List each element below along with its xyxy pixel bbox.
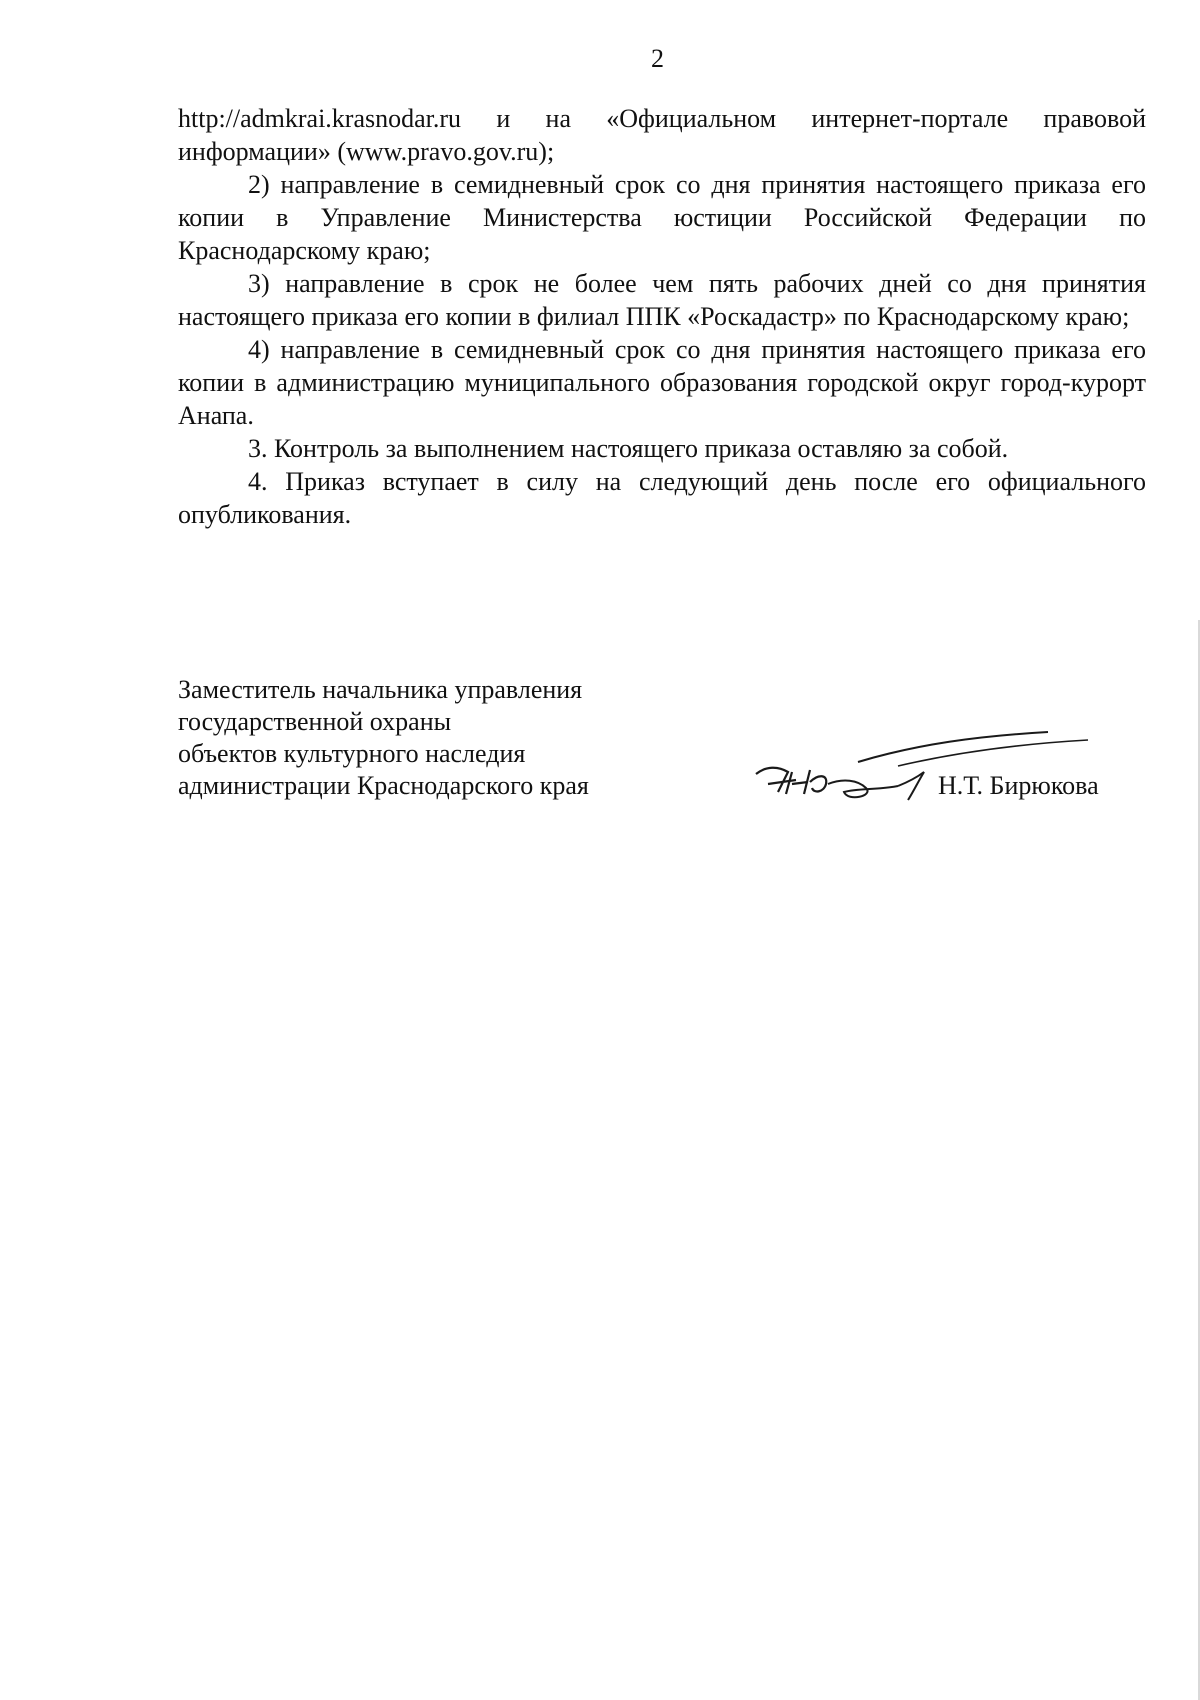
paragraph-continuation: http://admkrai.krasnodar.ru и на «Официальном интернет-портале правовой информации» (www.pravo.gov.ru); bbox=[178, 104, 1146, 166]
page-number: 2 bbox=[651, 44, 664, 73]
signature-block bbox=[178, 674, 1146, 802]
paragraph-item-4: 4) направление в семидневный срок со дня принятия настоящего приказа его копии в администрацию муниципального образования городской округ город-курорт Анапа. bbox=[178, 335, 1146, 430]
signer-title-line: Заместитель начальника управления bbox=[178, 675, 583, 704]
paragraph-item-3: 3) направление в срок не более чем пять рабочих дней со дня принятия настоящего приказа его копии в филиал ППК «Роскадастр» по Краснодарскому краю; bbox=[178, 269, 1146, 331]
signer-title-line: администрации Краснодарского края bbox=[178, 771, 589, 800]
paragraph-clause-4: 4. Приказ вступает в силу на следующий день после его официального опубликования. bbox=[178, 467, 1146, 529]
document-body bbox=[178, 102, 1146, 531]
paragraph-clause-3: 3. Контроль за выполнением настоящего приказа оставляю за собой. bbox=[248, 434, 1009, 463]
signer-title-line: государственной охраны bbox=[178, 707, 452, 736]
signer-name: Н.Т. Бирюкова bbox=[938, 771, 1099, 800]
signer-title-line: объектов культурного наследия bbox=[178, 739, 526, 768]
paragraph-item-2: 2) направление в семидневный срок со дня принятия настоящего приказа его копии в Управление Министерства юстиции Российской Федерации по Краснодарскому краю; bbox=[178, 170, 1146, 265]
